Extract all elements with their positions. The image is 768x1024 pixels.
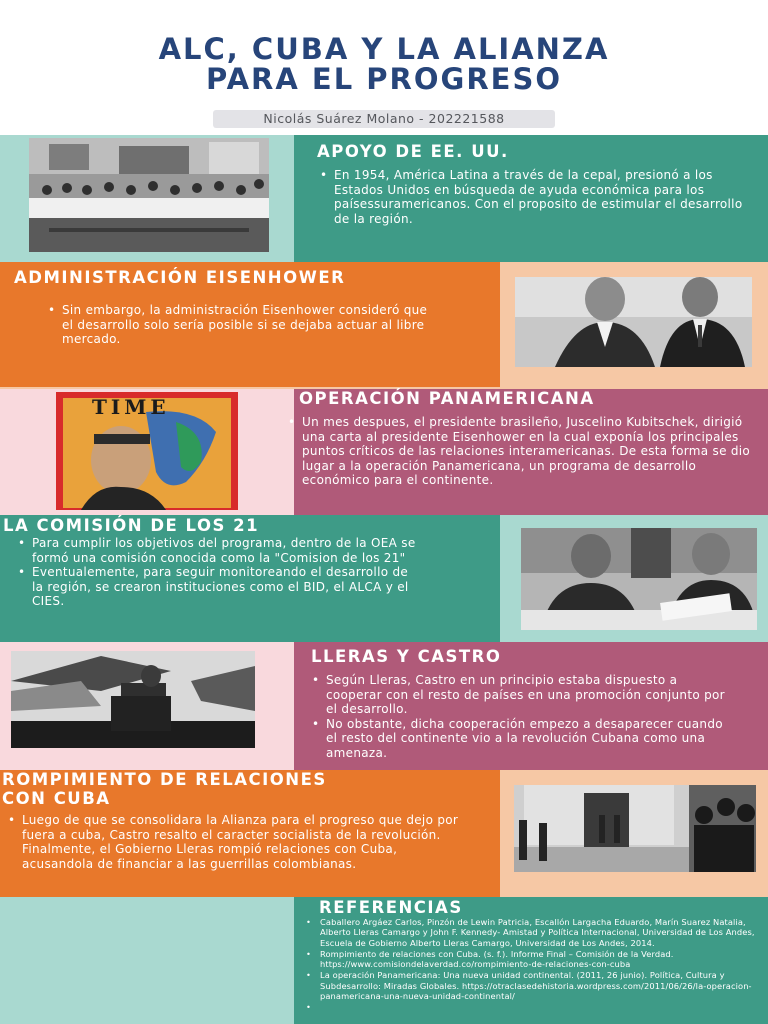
list-item: • No obstante, dicha cooperación empezo a desaparecer cuando el resto del continente vio a la revolución Cubana como una amenaza. (304, 717, 734, 761)
time-magazine-logo: TIME (92, 395, 170, 419)
author-badge: Nicolás Suárez Molano - 202221588 (213, 110, 555, 128)
photo-time-magazine-cover (56, 392, 238, 510)
section-referencias-heading: REFERENCIAS (319, 898, 463, 917)
section-apoyo-panel (294, 135, 768, 262)
section-comision-heading: LA COMISIÓN DE LOS 21 (3, 516, 260, 535)
section-comision-bullets (10, 536, 420, 609)
section-eisenhower-panel (0, 262, 500, 387)
list-item (298, 1002, 766, 1012)
photo-eisenhower-kennedy (515, 277, 752, 367)
page-title (0, 34, 768, 94)
section-panamericana-bullets (280, 415, 760, 488)
list-item: • Caballero Argáez Carlos, Pinzón de Lewin Patricia, Escallón Largacha Eduardo, Marín Suarez Natalia, Alberto Lleras Camargo y John F. Kennedy- Amistad y Política Internacional, Universidad de Los Andes, Escuela de Gobierno Alberto Lleras Camargo, Universidad de Los Andes, 2014. (298, 917, 766, 948)
section-rompimiento-heading (2, 770, 327, 808)
title-line-2: PARA EL PROGRESO (205, 62, 562, 96)
photo-embassy-guards (514, 785, 756, 872)
section-lleras-heading: LLERAS Y CASTRO (311, 647, 502, 666)
section-apoyo-heading: APOYO DE EE. UU. (317, 142, 509, 161)
section-comision-panel (0, 515, 500, 642)
title-line-1: ALC, CUBA Y LA ALIANZA (158, 32, 610, 66)
photo-conference-meeting (29, 138, 269, 252)
list-item: • Eventualemente, para seguir monitoreando el desarrollo de la región, se crearon instituciones como el BID, el ALCA y el CIES. (10, 565, 420, 609)
list-item: • Sin embargo, la administración Eisenhower consideró que el desarrollo solo sería posible si se dejaba actuar al libre mercado. (40, 303, 440, 347)
section-rompimiento-panel (0, 770, 500, 897)
section-referencias-panel (294, 897, 768, 1024)
list-item: • Rompimiento de relaciones con Cuba. (s. f.). Informe Final – Comisión de la Verdad. https://www.comisiondelaverdad.co/rompimiento-de-relaciones-con-cuba (298, 949, 766, 970)
section-panamericana-heading: OPERACIÓN PANAMERICANA (299, 389, 595, 408)
section-lleras-panel (294, 642, 768, 770)
list-item: • Luego de que se consolidara la Alianza para el progreso que dejo por fuera a cuba, Castro resalto el caracter socialista de la revolución. Finalmente, el Gobierno Lleras rompió relaciones con Cuba, acusandola de financiar a las guerrillas colombianas. (0, 813, 470, 871)
section-apoyo-bullets (312, 168, 752, 226)
section-lleras-bullets (304, 673, 734, 760)
section-panamericana-panel (294, 389, 768, 515)
list-item: • Según Lleras, Castro en un principio estaba dispuesto a cooperar con el resto de países en una promoción conjunto por el desarrollo. (304, 673, 734, 717)
list-item: • En 1954, América Latina a través de la cepal, presionó a los Estados Unidos en búsqueda de ayuda económica para los paísessuramericanos. Con el proposito de estimular el desarrollo de la región. (312, 168, 752, 226)
section-rompimiento-heading-line-2: CON CUBA (2, 789, 111, 808)
list-item: • La operación Panamericana: Una nueva unidad continental. (2011, 26 junio). Política, Cultura y Subdesarrollo: Miradas Globales. https://otraclasedehistoria.wordpress.com/2011/06/26/la-operacion-panamericana-una-nueva-unidad-continental/ (298, 970, 766, 1001)
section-rompimiento-heading-line-1: ROMPIMIENTO DE RELACIONES (2, 770, 327, 789)
section-referencias-list (298, 917, 766, 1012)
section-eisenhower-bullets (40, 303, 440, 347)
section-rompimiento-bullets (0, 813, 470, 871)
photo-signing-agreement (521, 528, 757, 630)
list-item: • Para cumplir los objetivos del programa, dentro de la OEA se formó una comisión conocida como la "Comision de los 21" (10, 536, 420, 565)
list-item: • Un mes despues, el presidente brasileño, Juscelino Kubitschek, dirigió una carta al presidente Eisenhower en la cual exponía los principales puntos críticos de las relaciones interamericanas. De esta forma se dio lugar a la operación Panamericana, un programa de desarrollo económico para el continente. (280, 415, 760, 488)
section-eisenhower-heading: ADMINISTRACIÓN EISENHOWER (14, 268, 346, 287)
photo-castro-speech (11, 651, 255, 748)
